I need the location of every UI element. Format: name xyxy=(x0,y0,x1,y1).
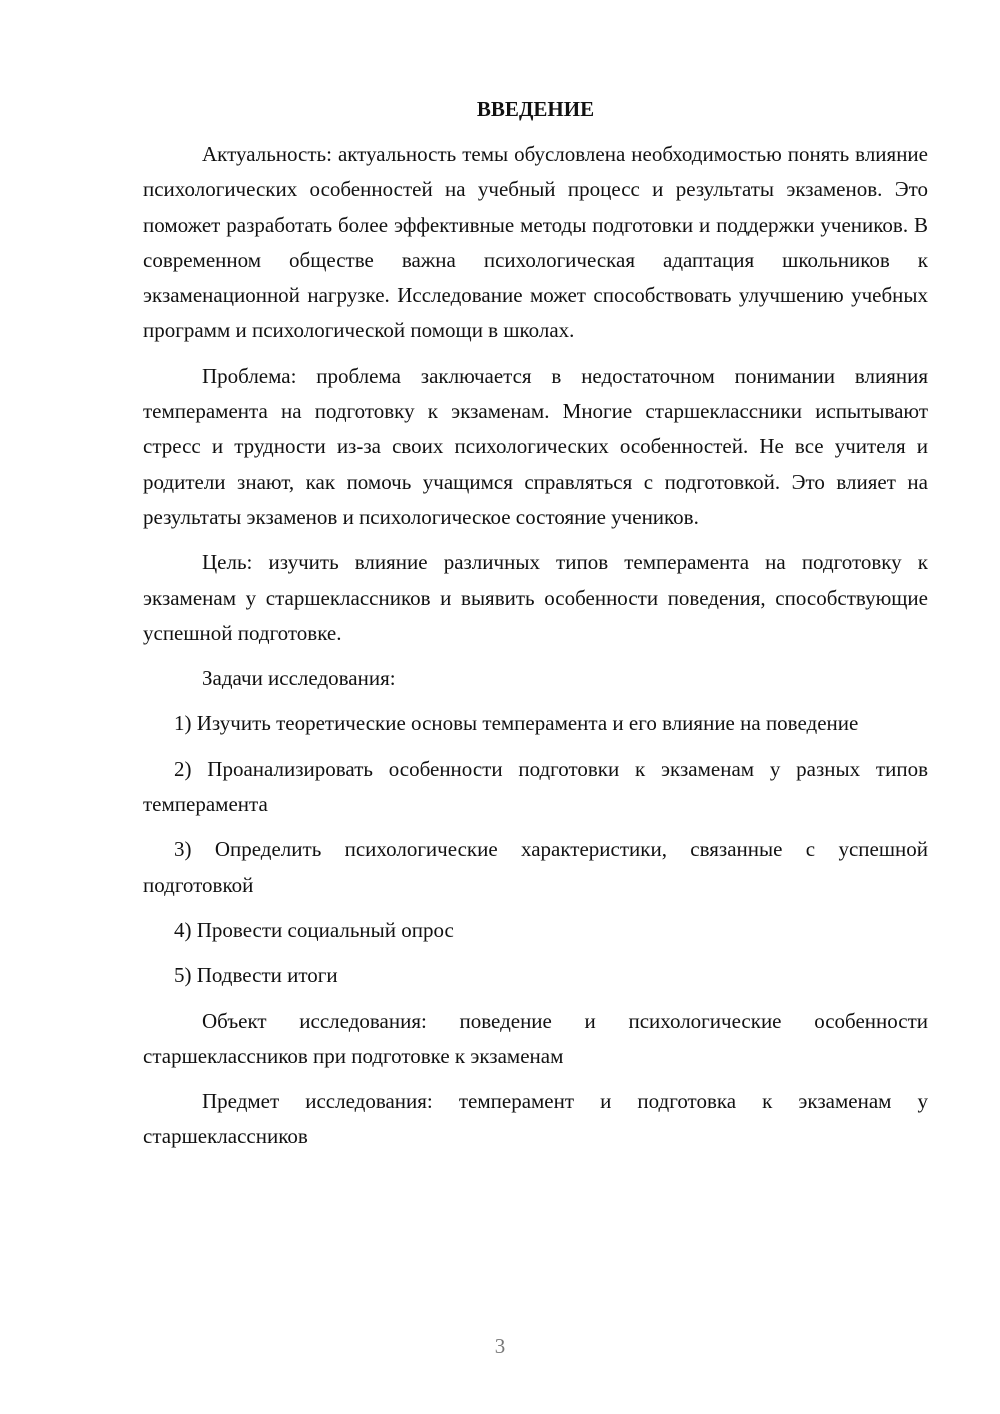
paragraph-problem: Проблема: проблема заключается в недостаточном понимании влияния темперамента на подготовку к экзаменам. Многие старшеклассники испытывают стресс и трудности из-за своих психологических особенностей. Не все учителя и родители знают, как помочь учащимся справляться с подготовкой. Это влияет на результаты экзаменов и психологическое состояние учеников. xyxy=(143,363,928,529)
paragraph-object: Объект исследования: поведение и психологические особенности старшеклассников при подготовке к экзаменам xyxy=(143,1008,928,1068)
paragraph-tasks-heading: Задачи исследования: xyxy=(202,666,396,691)
list-item: 2) Проанализировать особенности подготовки к экзаменам у разных типов темперамента xyxy=(143,756,928,817)
paragraph-goal: Цель: изучить влияние различных типов темперамента на подготовку к экзаменам у старшеклассников и выявить особенности поведения, способствующие успешной подготовке. xyxy=(143,550,928,645)
paragraph-relevance: Актуальность: актуальность темы обусловлена необходимостью понять влияние психологических особенностей на учебный процесс и результаты экзаменов. Это поможет разработать более эффективные методы подготовки и поддержки учеников. В современном обществе важна психологическая адаптация школьников к экзаменационной нагрузке. Исследование может способствовать улучшению учебных программ и психологической помощи в школах. xyxy=(143,142,928,343)
paragraph-subject: Предмет исследования: темперамент и подготовка к экзаменам у старшеклассников xyxy=(143,1089,928,1149)
list-item: 3) Определить психологические характеристики, связанные с успешной подготовкой xyxy=(143,837,928,897)
page-number: 3 xyxy=(494,1334,506,1358)
document-page xyxy=(143,92,928,1155)
list-item: 4) Провести социальный опрос xyxy=(174,917,454,942)
list-item: 1) Изучить теоретические основы темперамента и его влияние на поведение xyxy=(174,711,859,736)
page-title: ВВЕДЕНИЕ xyxy=(476,97,595,121)
list-item: 5) Подвести итоги xyxy=(174,963,338,988)
